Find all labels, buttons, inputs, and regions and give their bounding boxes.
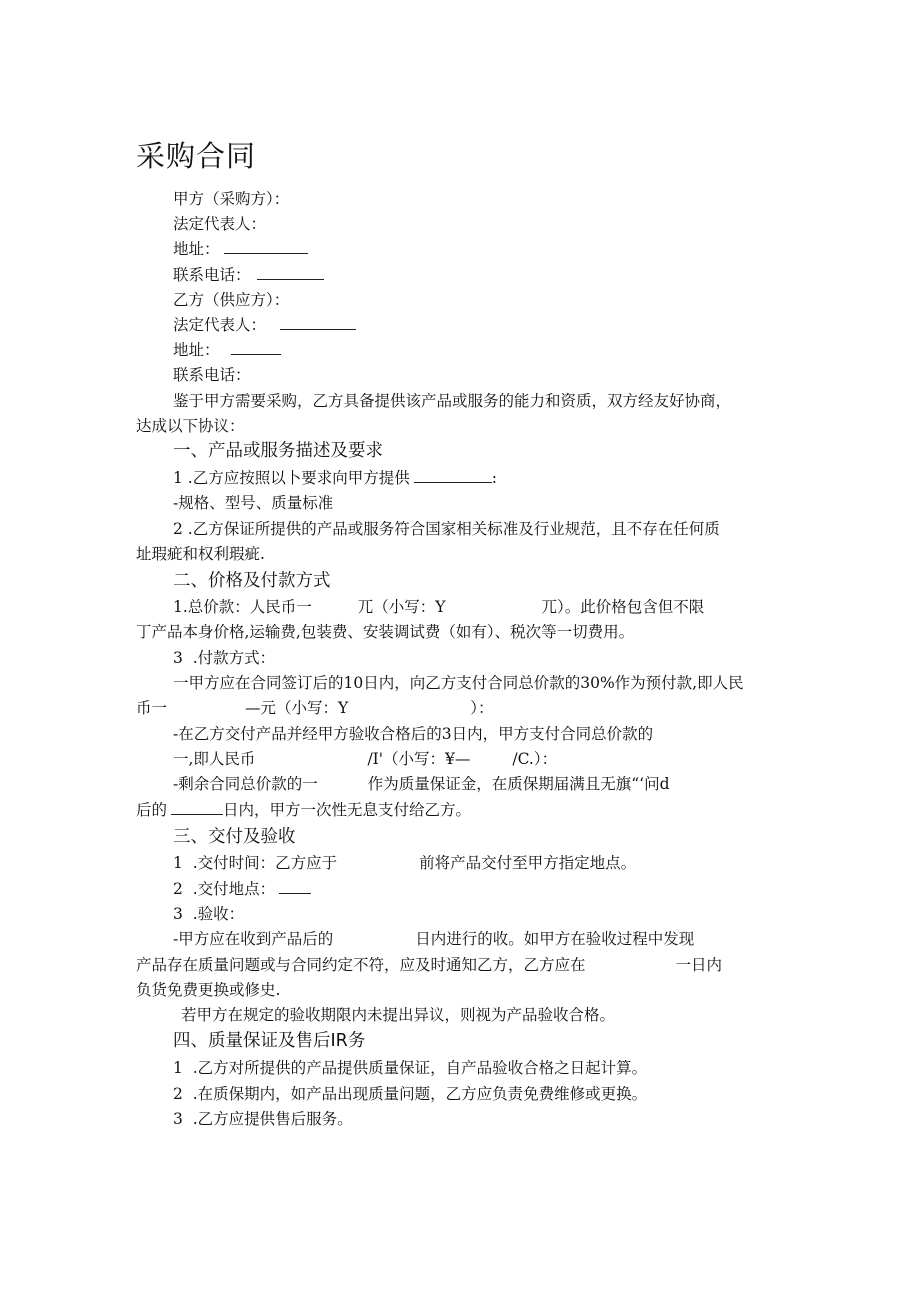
- section-2-payment-method: 3 .付款方式：: [173, 649, 276, 667]
- retention-note: 作为质量保证金，在质保期届满且无旗“‘问d: [367, 775, 670, 793]
- acceptance-clause-1-b: 日内进行的收。如甲方在验收过程中发现: [415, 930, 695, 948]
- section-2-heading: 二、价格及付款方式: [173, 571, 331, 591]
- retention-days-blank: [171, 813, 223, 815]
- section-2-total-price: [173, 597, 704, 617]
- party-a-phone-row: [173, 265, 324, 285]
- section-4-heading: 四、质量保证及售后IR务: [173, 1031, 366, 1051]
- acceptance-close: /C.）：: [512, 750, 558, 768]
- party-a-address-label: 地址：: [173, 240, 220, 258]
- warranty-item-2: 2 .在质保期内，如产品出现质量问题，乙方应负责免费维修或更换。: [173, 1085, 648, 1103]
- section-3-heading: 三、交付及验收: [173, 827, 296, 847]
- contract-title: 采购合同: [136, 139, 257, 173]
- section-1-item-1-colon: :: [491, 469, 497, 487]
- advance-close: ）：: [470, 699, 494, 717]
- section-1-item-2-cont: 址瑕疵和权利瑕疵.: [136, 545, 265, 563]
- party-a-address-row: [173, 239, 308, 259]
- payment-advance: 一甲方应在合同签订后的10日内，向乙方支付合同总价款的30%作为预付款,即人民: [173, 674, 744, 692]
- warranty-item-1: 1 .乙方对所提供的产品提供质量保证，自产品验收合格之日起计算。: [173, 1059, 648, 1077]
- acceptance-clause-2-a: 产品存在质量问题或与合同约定不符，应及时通知乙方，乙方应在: [136, 956, 586, 974]
- delivery-time: [173, 853, 636, 873]
- acceptance-clause-1-a: -甲方应在收到产品后的: [173, 930, 334, 948]
- party-a-label: 甲方（采购方）：: [173, 190, 290, 208]
- payment-after-acceptance: -在乙方交付产品并经甲方验收合格后的3日内，甲方支付合同总价款的: [173, 725, 654, 743]
- retention-label: -剩余合同总价款的一: [173, 775, 318, 793]
- warranty-item-3: 3 .乙方应提供售后服务。: [173, 1110, 353, 1128]
- total-price-note: 兀）。此价格包含但不限: [541, 598, 705, 616]
- section-1-specs: -规格、型号、质量标准: [173, 494, 334, 512]
- delivery-place: [173, 879, 311, 899]
- section-1-item-1: [173, 468, 497, 488]
- party-a-representative: 法定代表人：: [173, 215, 267, 233]
- acceptance-title: 3 .验收：: [173, 905, 245, 923]
- party-a-phone-blank: [257, 278, 324, 280]
- delivery-place-label: 2 .交付地点：: [173, 880, 276, 898]
- section-1-heading: 一、产品或服务描述及要求: [173, 441, 383, 461]
- delivery-time-text: 前将产品交付至甲方指定地点。: [419, 854, 637, 872]
- party-b-label: 乙方（供应方）：: [173, 291, 290, 309]
- party-b-phone: 联系电话：: [173, 366, 251, 384]
- party-b-representative-blank: [280, 328, 356, 330]
- acceptance-currency: 一,即人民币: [173, 750, 256, 768]
- party-a-address-blank: [224, 252, 308, 254]
- delivery-place-blank: [279, 892, 311, 894]
- acceptance-clause-3: 负货免费更换或修史.: [136, 981, 281, 999]
- acceptance-clause-2-b: 一日内: [675, 956, 723, 974]
- intro-line-1: 鉴于甲方需要采购，乙方具备提供该产品或服务的能力和资质，双方经友好协商，: [173, 392, 732, 410]
- payment-retention-cont: [136, 800, 471, 820]
- payment-retention: [173, 774, 670, 794]
- product-blank: [414, 481, 492, 483]
- delivery-time-label: 1 .交付时间：乙方应于: [173, 854, 338, 872]
- section-1-item-2: 2 .乙方保证所提供的产品或服务符合国家相关标准及行业规范，且不存在任何质: [173, 520, 720, 538]
- acceptance-clause-4: 若甲方在规定的验收期限内未提出异议，则视为产品验收合格。: [181, 1006, 616, 1024]
- total-price-label: 1.总价款：人民币一: [173, 598, 312, 616]
- total-price-small: 兀（小写：Y: [357, 598, 446, 616]
- payment-advance-amount: [136, 698, 494, 718]
- party-b-address-blank: [231, 353, 281, 355]
- advance-currency: 币一: [136, 699, 168, 717]
- section-1-item-1-text: 1 .乙方应按照以卜要求向甲方提供: [173, 469, 410, 487]
- retention-payment: 日内，甲方一次性无息支付给乙方。: [223, 801, 472, 819]
- party-b-representative-label: 法定代表人：: [173, 316, 267, 334]
- party-b-address-label: 地址：: [173, 341, 220, 359]
- party-b-representative-row: [173, 315, 356, 335]
- acceptance-small: /I'（小写：¥—: [367, 750, 471, 768]
- acceptance-clause-2: [136, 955, 722, 975]
- section-2-price-scope: 丁产品本身价格,运输费,包装费、安装调试费（如有）、税次等一切费用。: [136, 623, 635, 641]
- intro-line-2: 达成以下协议：: [136, 417, 245, 435]
- retention-after: 后的: [136, 801, 168, 819]
- party-b-address-row: [173, 340, 281, 360]
- acceptance-clause-1: [173, 929, 694, 949]
- payment-after-acceptance-amount: [173, 749, 557, 769]
- advance-small: —元（小写：Y: [245, 699, 349, 717]
- party-a-phone-label: 联系电话：: [173, 266, 251, 284]
